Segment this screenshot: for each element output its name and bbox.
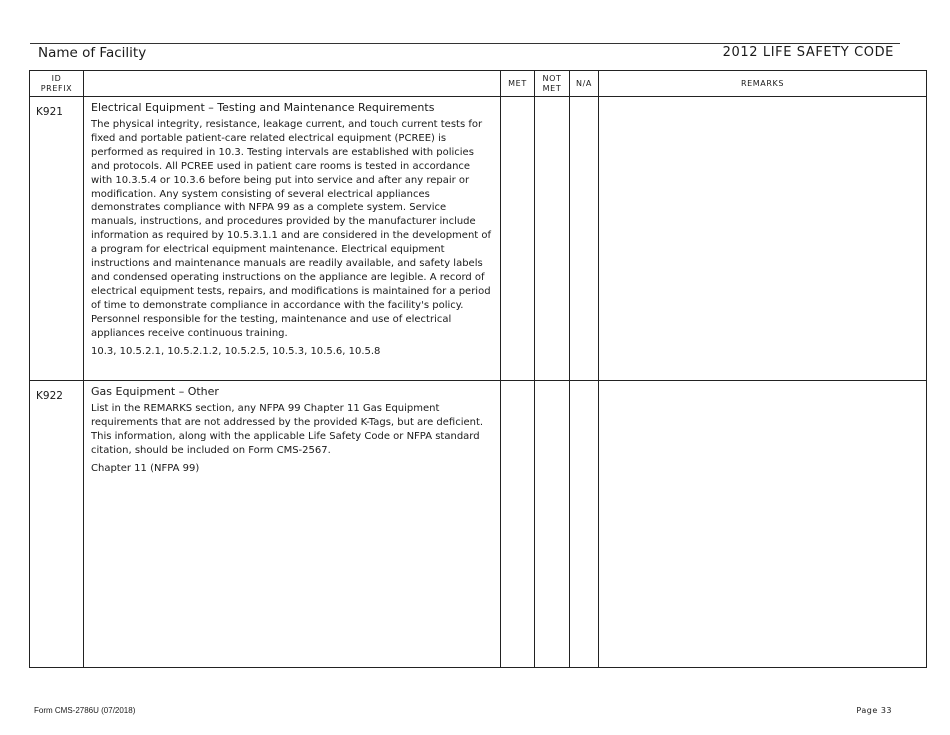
id-cell: K922 xyxy=(30,381,84,668)
id-prefix-header-line1: ID xyxy=(51,73,62,83)
not-met-header-line1: NOT xyxy=(542,73,562,83)
not-met-cell[interactable] xyxy=(535,381,570,668)
requirement-cell xyxy=(84,97,501,381)
not-met-cell[interactable] xyxy=(535,97,570,381)
met-header: MET xyxy=(501,71,535,97)
requirement-header xyxy=(84,71,501,97)
na-cell[interactable] xyxy=(570,381,599,668)
na-cell[interactable] xyxy=(570,97,599,381)
table-header-row xyxy=(30,71,927,97)
remarks-cell[interactable] xyxy=(599,97,927,381)
table-row-k922 xyxy=(30,381,927,668)
requirement-body: The physical integrity, resistance, leakage current, and touch current tests for fixed and portable patient-care related electrical equipment (PCREE) is performed as required in 10.3. Testing intervals are established with policies and protocols. All PCREE used in patient care rooms is tested in accordance with 10.3.5.4 or 10.3.6 before being put into service and after any repair or modification. Any system consisting of several electrical appliances demonstrates compliance with NFPA 99 as a complete system. Service manuals, instructions, and procedures provided by the manufacturer include information as required by 10.5.3.1.1 and are considered in the development of a program for electrical equipment maintenance. Electrical equipment instructions and maintenance manuals are readily available, and safety labels and condensed operating instructions on the appliance are legible. A record of electrical equipment tests, repairs, and modifications is maintained for a period of time to demonstrate compliance in accordance with the facility's policy. Personnel responsible for the testing, maintenance and use of electrical appliances receive continuous training. xyxy=(91,119,492,339)
page-number: Page 33 xyxy=(856,706,892,715)
met-cell[interactable] xyxy=(501,97,535,381)
not-met-header-line2: MET xyxy=(542,83,562,93)
requirements-table xyxy=(29,70,927,668)
id-prefix-header xyxy=(30,71,84,97)
remarks-header: REMARKS xyxy=(599,71,927,97)
table-row-k921 xyxy=(30,97,927,381)
form-number: Form CMS-2786U (07/2018) xyxy=(34,706,136,715)
header-rule xyxy=(30,43,900,44)
requirement-title: Electrical Equipment – Testing and Maintenance Requirements xyxy=(91,101,435,114)
requirement-reference: Chapter 11 (NFPA 99) xyxy=(91,462,200,474)
met-cell[interactable] xyxy=(501,381,535,668)
requirement-reference: 10.3, 10.5.2.1, 10.5.2.1.2, 10.5.2.5, 10.5.3, 10.5.6, 10.5.8 xyxy=(91,345,381,357)
id-prefix-header-line2: PREFIX xyxy=(40,83,73,93)
na-header: N/A xyxy=(570,71,599,97)
requirement-cell xyxy=(84,381,501,668)
requirement-body: List in the REMARKS section, any NFPA 99 Chapter 11 Gas Equipment requirements that are not addressed by the provided K-Tags, but are deficient. This information, along with the applicable Life Safety Code or NFPA standard citation, should be included on Form CMS-2567. xyxy=(91,403,484,456)
requirement-title: Gas Equipment – Other xyxy=(91,385,219,398)
remarks-cell[interactable] xyxy=(599,381,927,668)
code-title: 2012 LIFE SAFETY CODE xyxy=(722,45,894,60)
not-met-header xyxy=(535,71,570,97)
id-cell: K921 xyxy=(30,97,84,381)
facility-name-label: Name of Facility xyxy=(38,45,147,61)
